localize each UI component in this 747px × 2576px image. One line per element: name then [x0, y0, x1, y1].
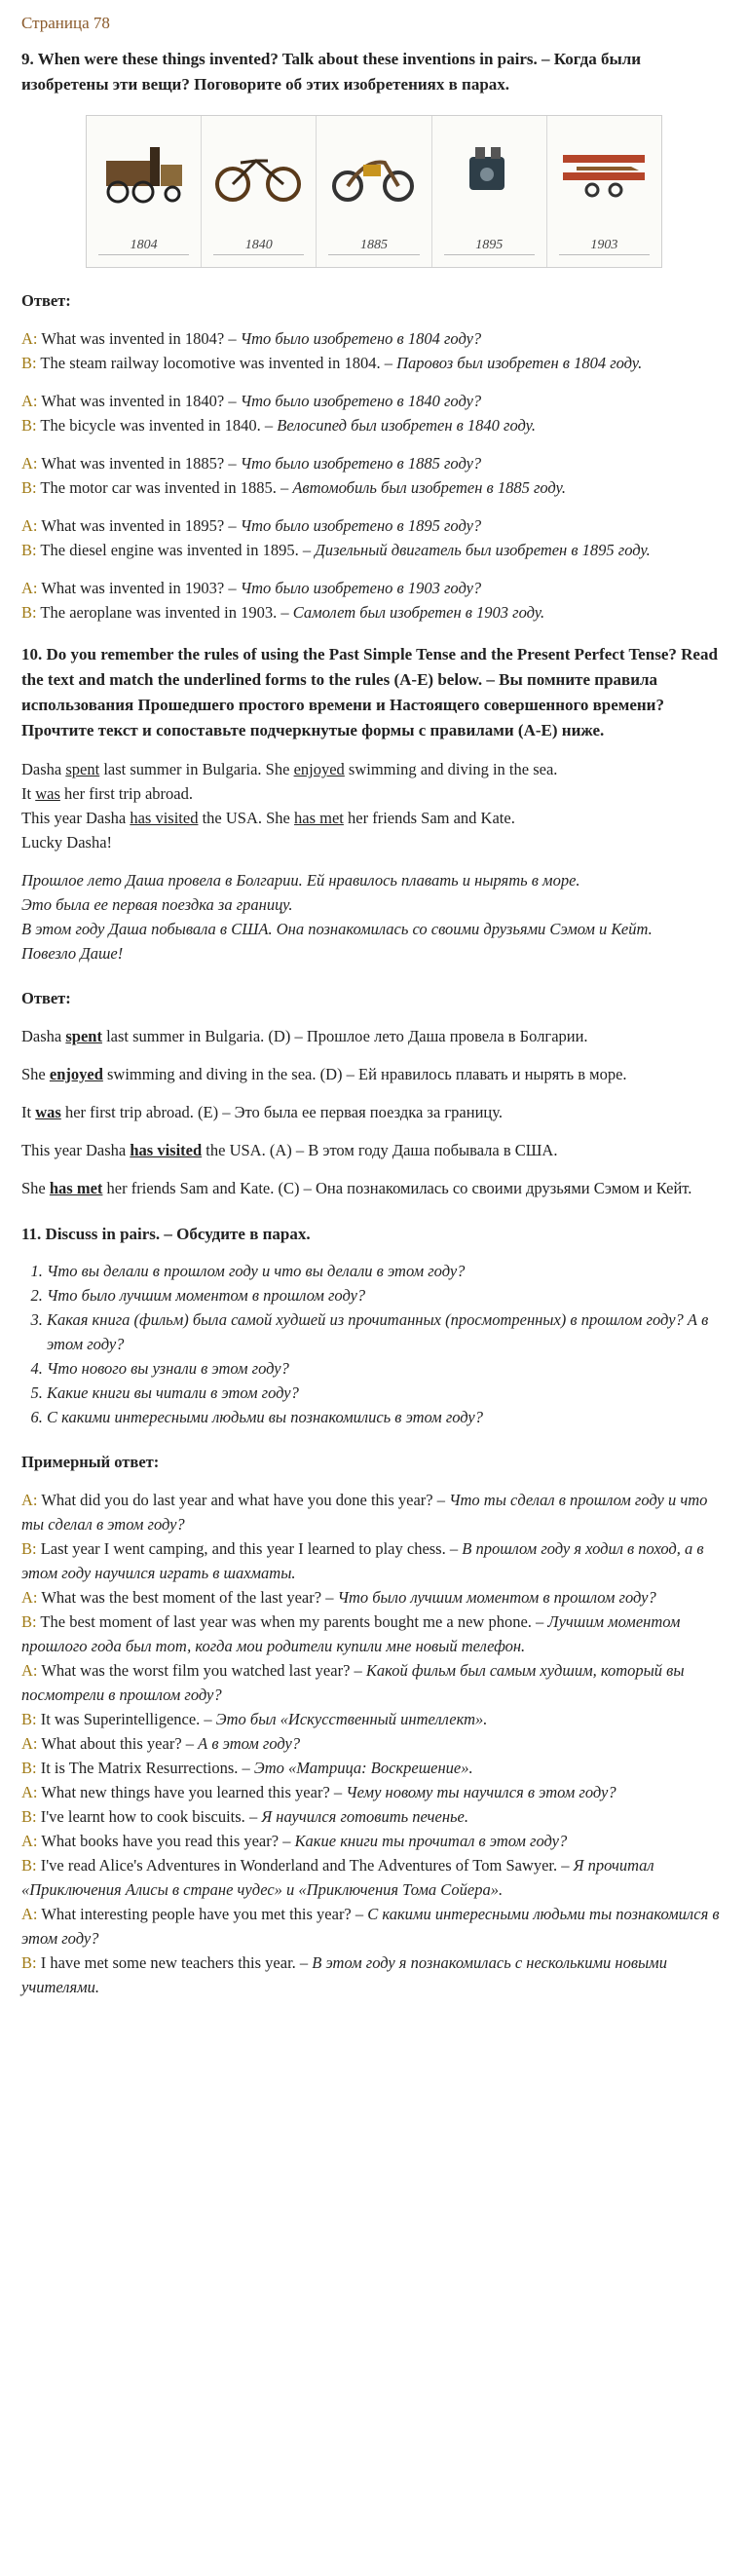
page-number: Страница 78 — [21, 14, 110, 32]
question-line: A: What was invented in 1840? – Что было изобретено в 1840 году? — [21, 392, 482, 410]
speaker-a-label: A: — [21, 516, 42, 535]
dialogue-en: The best moment of last year was when my parents bought me a new phone. — [40, 1612, 532, 1631]
list-item: 1. Что вы делали в прошлом году и что вы делали в этом году? — [47, 1259, 723, 1283]
dialogue-ru: Лучшим моментом прошлого года был тот, когда мои родители купили мне новый телефон. — [21, 1612, 681, 1655]
dialogue-line: A: What about this year? – А в этом году? — [21, 1734, 301, 1753]
answer-suffix: last summer in Bulgaria. (D) – Прошлое лето Даша провела в Болгарии. — [101, 1027, 588, 1045]
exercise-10-text — [21, 757, 723, 854]
answer-en: The motor car was invented in 1885. — [40, 478, 277, 497]
answer-prefix: This year Dasha — [21, 1141, 131, 1159]
qa-pair — [21, 576, 723, 625]
answer-ru: Автомобиль был изобретен в 1885 году. — [292, 478, 566, 497]
qa-pair — [21, 513, 723, 562]
dialogue-line: A: What was the best moment of the last year? – Что было лучшим моментом в прошлом году? — [21, 1588, 656, 1607]
dialogue-en: What was the best moment of the last year? — [41, 1588, 322, 1607]
text-line: This year Dasha has visited the USA. She has met her friends Sam and Kate. — [21, 809, 515, 827]
dialogue-ru: Какие книги ты прочитал в этом году? — [294, 1832, 568, 1850]
dialogue-en: Last year I went camping, and this year I learned to play chess. — [40, 1539, 446, 1558]
speaker-label: B: — [21, 1710, 37, 1728]
dialogue-en: I have met some new teachers this year. — [40, 1953, 296, 1972]
qa-pair — [21, 326, 723, 375]
dialogue-en: It is The Matrix Resurrections. — [40, 1759, 239, 1777]
dialogue-line: B: I've learnt how to cook biscuits. – Я научился готовить печенье. — [21, 1807, 468, 1826]
answer-ru: Паровоз был изобретен в 1804 году. — [396, 354, 643, 372]
dialogue-ru: Я научился готовить печенье. — [261, 1807, 468, 1826]
dialogue-line: B: I've read Alice's Adventures in Wonderland and The Adventures of Tom Sawyer. – Я прочитал «Приключения Алисы в стране чудес» и «Приключения Тома Сойера». — [21, 1856, 654, 1899]
dialogue-ru: Какой фильм был самым худшим, который вы посмотрели в прошлом году? — [21, 1661, 685, 1704]
dialogue-ru: Что было лучшим моментом в прошлом году? — [337, 1588, 656, 1607]
year-label: 1804 — [130, 238, 158, 252]
motor-car-panel — [317, 116, 431, 267]
answer-line — [21, 1138, 723, 1162]
speaker-label: B: — [21, 1759, 37, 1777]
dialogue-line: A: What was the worst film you watched last year? – Какой фильм был самым худшим, который вы посмотрели в прошлом году? — [21, 1661, 685, 1704]
answer-suffix: her first trip abroad. (E) – Это была ее первая поездка за границу. — [60, 1103, 503, 1121]
year-label: 1895 — [475, 238, 504, 252]
dialogue-ru: С какими интересными людьми ты познакомился в этом году? — [21, 1905, 720, 1948]
question-line: A: What was invented in 1804? – Что было изобретено в 1804 году? — [21, 329, 482, 348]
question-ru: Что было изобретено в 1804 году? — [240, 329, 482, 348]
answer-line — [21, 1024, 723, 1048]
speaker-label: A: — [21, 1588, 38, 1607]
answer-prefix: Dasha — [21, 1027, 66, 1045]
answer-line: B: The bicycle was invented in 1840. – Велосипед был изобретен в 1840 году. — [21, 416, 537, 435]
dialogue-en: What interesting people have you met this year? — [41, 1905, 352, 1923]
qa-pair — [21, 451, 723, 500]
speaker-b-label: B: — [21, 541, 41, 559]
answer-en: The aeroplane was invented in 1903. — [40, 603, 278, 622]
speaker-b-label: B: — [21, 603, 41, 622]
list-item: 5. Какие книги вы читали в этом году? — [47, 1381, 723, 1405]
dialogue-line: A: What interesting people have you met this year? – С какими интересными людьми ты познакомился в этом году? — [21, 1905, 720, 1948]
dialogue-en: I've read Alice's Adventures in Wonderland and The Adventures of Tom Sawyer. — [40, 1856, 558, 1875]
aeroplane-panel — [547, 116, 661, 267]
underlined-verb: has visited — [130, 1141, 203, 1159]
speaker-label: B: — [21, 1953, 37, 1972]
question-line: A: What was invented in 1895? – Что было изобретено в 1895 году? — [21, 516, 482, 535]
dialogue-line: B: I have met some new teachers this year. – В этом году я познакомилась с несколькими новыми учителями. — [21, 1953, 667, 1996]
speaker-b-label: B: — [21, 478, 41, 497]
speaker-b-label: B: — [21, 416, 41, 435]
answer-line: B: The aeroplane was invented in 1903. – Самолет был изобретен в 1903 году. — [21, 603, 545, 622]
speaker-a-label: A: — [21, 392, 42, 410]
question-en: What was invented in 1903? — [41, 579, 225, 597]
question-ru: Что было изобретено в 1885 году? — [240, 454, 482, 473]
dialogue-line: A: What books have you read this year? – Какие книги ты прочитал в этом году? — [21, 1832, 568, 1850]
speaker-label: A: — [21, 1661, 38, 1680]
speaker-a-label: A: — [21, 454, 42, 473]
year-label: 1885 — [360, 238, 388, 252]
speaker-label: A: — [21, 1905, 38, 1923]
exercise-9-heading: 9. When were these things invented? Talk about these inventions in pairs. – Когда были изобретены эти вещи? Поговорите об этих изобретениях в парах. — [21, 50, 642, 94]
answer-line: B: The motor car was invented in 1885. – Автомобиль был изобретен в 1885 году. — [21, 478, 566, 497]
question-en: What was invented in 1840? — [41, 392, 225, 410]
list-item: 6. С какими интересными людьми вы познакомились в этом году? — [47, 1405, 723, 1429]
qa-pair — [21, 389, 723, 437]
speaker-a-label: A: — [21, 329, 42, 348]
text-line: Lucky Dasha! — [21, 833, 113, 852]
dialogue-en: What about this year? — [41, 1734, 182, 1753]
speaker-label: A: — [21, 1832, 38, 1850]
russian-translation: Прошлое лето Даша провела в Болгарии. Ей нравилось плавать и нырять в море. Это была ее первая поездка за границу. В этом году Даша побывала в США. Она познакомилась со своими друзьями Сэмом и Кейт. Повезло Даше! — [21, 871, 653, 963]
question-en: What was invented in 1895? — [41, 516, 225, 535]
dialogue-en: I've learnt how to cook biscuits. — [40, 1807, 245, 1826]
dialogue-ru: Это был «Искусственный интеллект». — [215, 1710, 488, 1728]
dialogue-line: B: It was Superintelligence. – Это был «Искусственный интеллект». — [21, 1710, 488, 1728]
answer-suffix: her friends Sam and Kate. (C) – Она познакомилась со своими друзьями Сэмом и Кейт. — [102, 1179, 692, 1197]
dialogue-ru: Чему новому ты научился в этом году? — [346, 1783, 616, 1801]
answer-line — [21, 1100, 723, 1124]
speaker-label: A: — [21, 1783, 38, 1801]
dialogue-line: B: It is The Matrix Resurrections. – Это «Матрица: Воскрешение». — [21, 1759, 473, 1777]
question-en: What was invented in 1804? — [41, 329, 225, 348]
answer-suffix: the USA. (A) – В этом году Даша побывала в США. — [202, 1141, 558, 1159]
dialogue-en: It was Superintelligence. — [40, 1710, 201, 1728]
dialogue-ru: В этом году я познакомилась с несколькими новыми учителями. — [21, 1953, 667, 1996]
speaker-label: A: — [21, 1734, 38, 1753]
answer-line — [21, 1062, 723, 1086]
dialogue-en: What was the worst film you watched last year? — [41, 1661, 351, 1680]
year-label: 1903 — [590, 238, 618, 252]
text-line: It was her first trip abroad. — [21, 784, 193, 803]
answer-prefix: She — [21, 1179, 50, 1197]
answer-label: Ответ: — [21, 291, 71, 310]
year-label: 1840 — [244, 238, 273, 252]
speaker-b-label: B: — [21, 354, 41, 372]
answer-en: The bicycle was invented in 1840. — [40, 416, 261, 435]
speaker-label: A: — [21, 1491, 38, 1509]
answer-en: The steam railway locomotive was invented in 1804. — [40, 354, 381, 372]
list-item: 3. Какая книга (фильм) была самой худшей из прочитанных (просмотренных) в прошлом году? А в этом году? — [47, 1307, 723, 1356]
answer-suffix: swimming and diving in the sea. (D) – Ей нравилось плавать и нырять в море. — [102, 1065, 627, 1083]
diesel-engine-panel — [432, 116, 547, 267]
engine-icon — [442, 141, 536, 209]
question-line: A: What was invented in 1903? – Что было изобретено в 1903 году? — [21, 579, 482, 597]
speaker-label: B: — [21, 1539, 37, 1558]
dialogue-ru: Это «Матрица: Воскрешение». — [253, 1759, 473, 1777]
text-line: Dasha spent last summer in Bulgaria. She enjoyed swimming and diving in the sea. — [21, 760, 558, 778]
dialogue-ru: А в этом году? — [198, 1734, 301, 1753]
question-list — [21, 1259, 723, 1429]
question-ru: Что было изобретено в 1895 году? — [240, 516, 482, 535]
question-ru: Что было изобретено в 1840 году? — [240, 392, 482, 410]
motor-car-icon — [326, 141, 420, 209]
question-line: A: What was invented in 1885? – Что было изобретено в 1885 году? — [21, 454, 482, 473]
underlined-verb: was — [35, 1103, 61, 1121]
underlined-verb: enjoyed — [49, 1065, 103, 1083]
dialogue-line: B: The best moment of last year was when my parents bought me a new phone. – Лучшим моментом прошлого года был тот, когда мои родители купили мне новый телефон. — [21, 1612, 681, 1655]
answer-prefix: She — [21, 1065, 50, 1083]
dialogue-line: A: What did you do last year and what have you done this year? – Что ты сделал в прошлом году и что ты сделал в этом году? — [21, 1491, 708, 1534]
bicycle-panel — [202, 116, 317, 267]
answer-line — [21, 1176, 723, 1200]
dialogue-ru: Что ты сделал в прошлом году и что ты сделал в этом году? — [21, 1491, 708, 1534]
underlined-verb: has met — [49, 1179, 103, 1197]
underlined-verb: spent — [65, 1027, 102, 1045]
speaker-label: B: — [21, 1807, 37, 1826]
dialogue-ru: Я прочитал «Приключения Алисы в стране чудес» и «Приключения Тома Сойера». — [21, 1856, 654, 1899]
answer-line: B: The diesel engine was invented in 1895. – Дизельный двигатель был изобретен в 1895 году. — [21, 541, 651, 559]
list-item: 2. Что было лучшим моментом в прошлом году? — [47, 1283, 723, 1307]
dialogue-en: What new things have you learned this year? — [41, 1783, 330, 1801]
dialogue-ru: В прошлом году я ходил в поход, а в этом году научился играть в шахматы. — [21, 1539, 704, 1582]
dialogue-en: What books have you read this year? — [41, 1832, 280, 1850]
speaker-label: B: — [21, 1612, 37, 1631]
answer-en: The diesel engine was invented in 1895. — [40, 541, 299, 559]
question-en: What was invented in 1885? — [41, 454, 225, 473]
question-ru: Что было изобретено в 1903 году? — [240, 579, 482, 597]
locomotive-icon — [96, 141, 190, 209]
dialogue-line: B: Last year I went camping, and this year I learned to play chess. – В прошлом году я ходил в поход, а в этом году научился играть в шахматы. — [21, 1539, 704, 1582]
answer-prefix: It — [21, 1103, 36, 1121]
bicycle-icon — [211, 141, 305, 209]
exercise-11-heading: 11. Discuss in pairs. – Обсудите в парах. — [21, 1225, 311, 1243]
inventions-illustration — [86, 115, 662, 268]
page — [21, 0, 723, 1999]
aeroplane-icon — [557, 141, 651, 209]
sample-answer-label: Примерный ответ: — [21, 1453, 160, 1471]
exercise-10-heading: 10. Do you remember the rules of using the Past Simple Tense and the Present Perfect Tense? Read the text and match the underlined forms to the rules (A-E) below. – Вы помните правила использования Прошедшего простого времени и Настоящего совершенного времени? Прочтите текст и сопоставьте подчеркнутые формы с правилами (A-E) ниже. — [21, 645, 718, 739]
locomotive-panel — [87, 116, 202, 267]
answer-ru: Велосипед был изобретен в 1840 году. — [277, 416, 537, 435]
dialogue-en: What did you do last year and what have you done this year? — [41, 1491, 433, 1509]
answer-ru: Самолет был изобретен в 1903 году. — [292, 603, 545, 622]
answer-ru: Дизельный двигатель был изобретен в 1895 году. — [315, 541, 651, 559]
answer-line: B: The steam railway locomotive was invented in 1804. – Паровоз был изобретен в 1804 году. — [21, 354, 643, 372]
list-item: 4. Что нового вы узнали в этом году? — [47, 1356, 723, 1381]
answer-label: Ответ: — [21, 989, 71, 1007]
speaker-a-label: A: — [21, 579, 42, 597]
speaker-label: B: — [21, 1856, 37, 1875]
dialogue-line: A: What new things have you learned this year? – Чему новому ты научился в этом году? — [21, 1783, 616, 1801]
